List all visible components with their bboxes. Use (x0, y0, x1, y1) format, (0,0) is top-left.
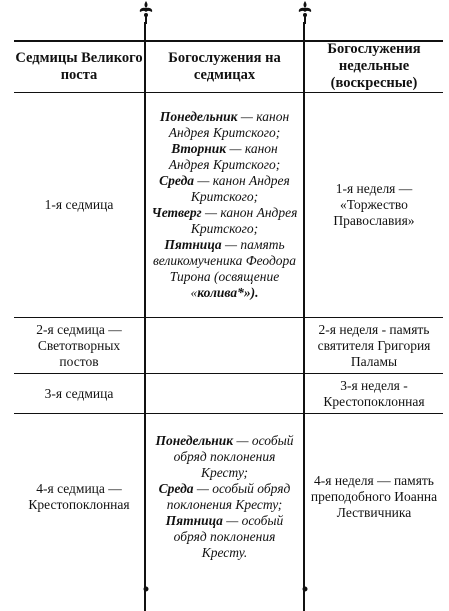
table-row-1-services (146, 93, 303, 317)
sunday-label: 2-я неделя - память святителя Григория Паламы (317, 321, 431, 369)
service-text: — канон Андрея Критского; (168, 109, 290, 140)
header-weeks-label: Седмицы Великого поста (15, 49, 143, 83)
header-weeks (14, 41, 144, 92)
table-row-3-sunday (305, 374, 443, 413)
header-weekday-services-label: Богослужения на седмицах (168, 49, 281, 83)
header-weekday-services (146, 41, 303, 92)
service-day: Понедельник (159, 109, 238, 124)
week-label: 2-я седмица — Светотворных постов (36, 321, 122, 369)
table-row-1-sunday (305, 93, 443, 317)
week-label: 3-я седмица (44, 385, 114, 401)
table-row-4-sunday (305, 414, 443, 579)
service-day: Среда (158, 480, 194, 496)
table-row-4-services (146, 414, 303, 579)
service-text: — канон Андрея Критского; (190, 173, 290, 204)
service-day: Понедельник (155, 432, 234, 448)
week-label: 1-я седмица (44, 197, 114, 212)
service-day: Четверг (151, 205, 202, 220)
service-text-bold: колива*»). (197, 285, 259, 300)
header-sunday-services (305, 41, 443, 92)
service-text: — особый обряд поклонения Кресту; (166, 480, 291, 512)
service-text: — особый обряд поклонения Кресту; (173, 432, 294, 480)
service-day: Вторник (171, 141, 227, 156)
table-row-3-week (14, 374, 144, 413)
sunday-label: 3-я неделя - Крестопоклонная (323, 377, 425, 409)
service-day: Среда (159, 173, 195, 188)
service-text: — канон Андрея Критского; (168, 141, 281, 172)
service-text: — особый обряд поклонения Кресту. (173, 512, 284, 560)
fleur-de-lis-finial-icon (296, 0, 314, 24)
fleur-de-lis-finial-icon (137, 0, 155, 24)
table-row-1-week (14, 93, 144, 317)
cross-bottom-icon (296, 584, 314, 608)
service-day: Пятница (165, 512, 223, 528)
service-day: Пятница (164, 237, 222, 252)
service-text: — память великомученика Феодора Тирона (освящение « (152, 237, 297, 300)
sunday-label: 1-я неделя — «Торжество Православия» (333, 181, 415, 228)
table-row-4-week (14, 414, 144, 579)
sunday-label: 4-я неделя — память преподобного Иоанна Лествичника (310, 472, 438, 520)
cross-bottom-icon (137, 584, 155, 608)
table-row-2-week (14, 318, 144, 373)
week-label: 4-я седмица — Крестопоклонная (28, 480, 130, 512)
table-row-2-sunday (305, 318, 443, 373)
service-text: — канон Андрея Критского; (190, 205, 298, 236)
header-sunday-services-label: Богослужения недельные (воскресные) (327, 41, 421, 91)
